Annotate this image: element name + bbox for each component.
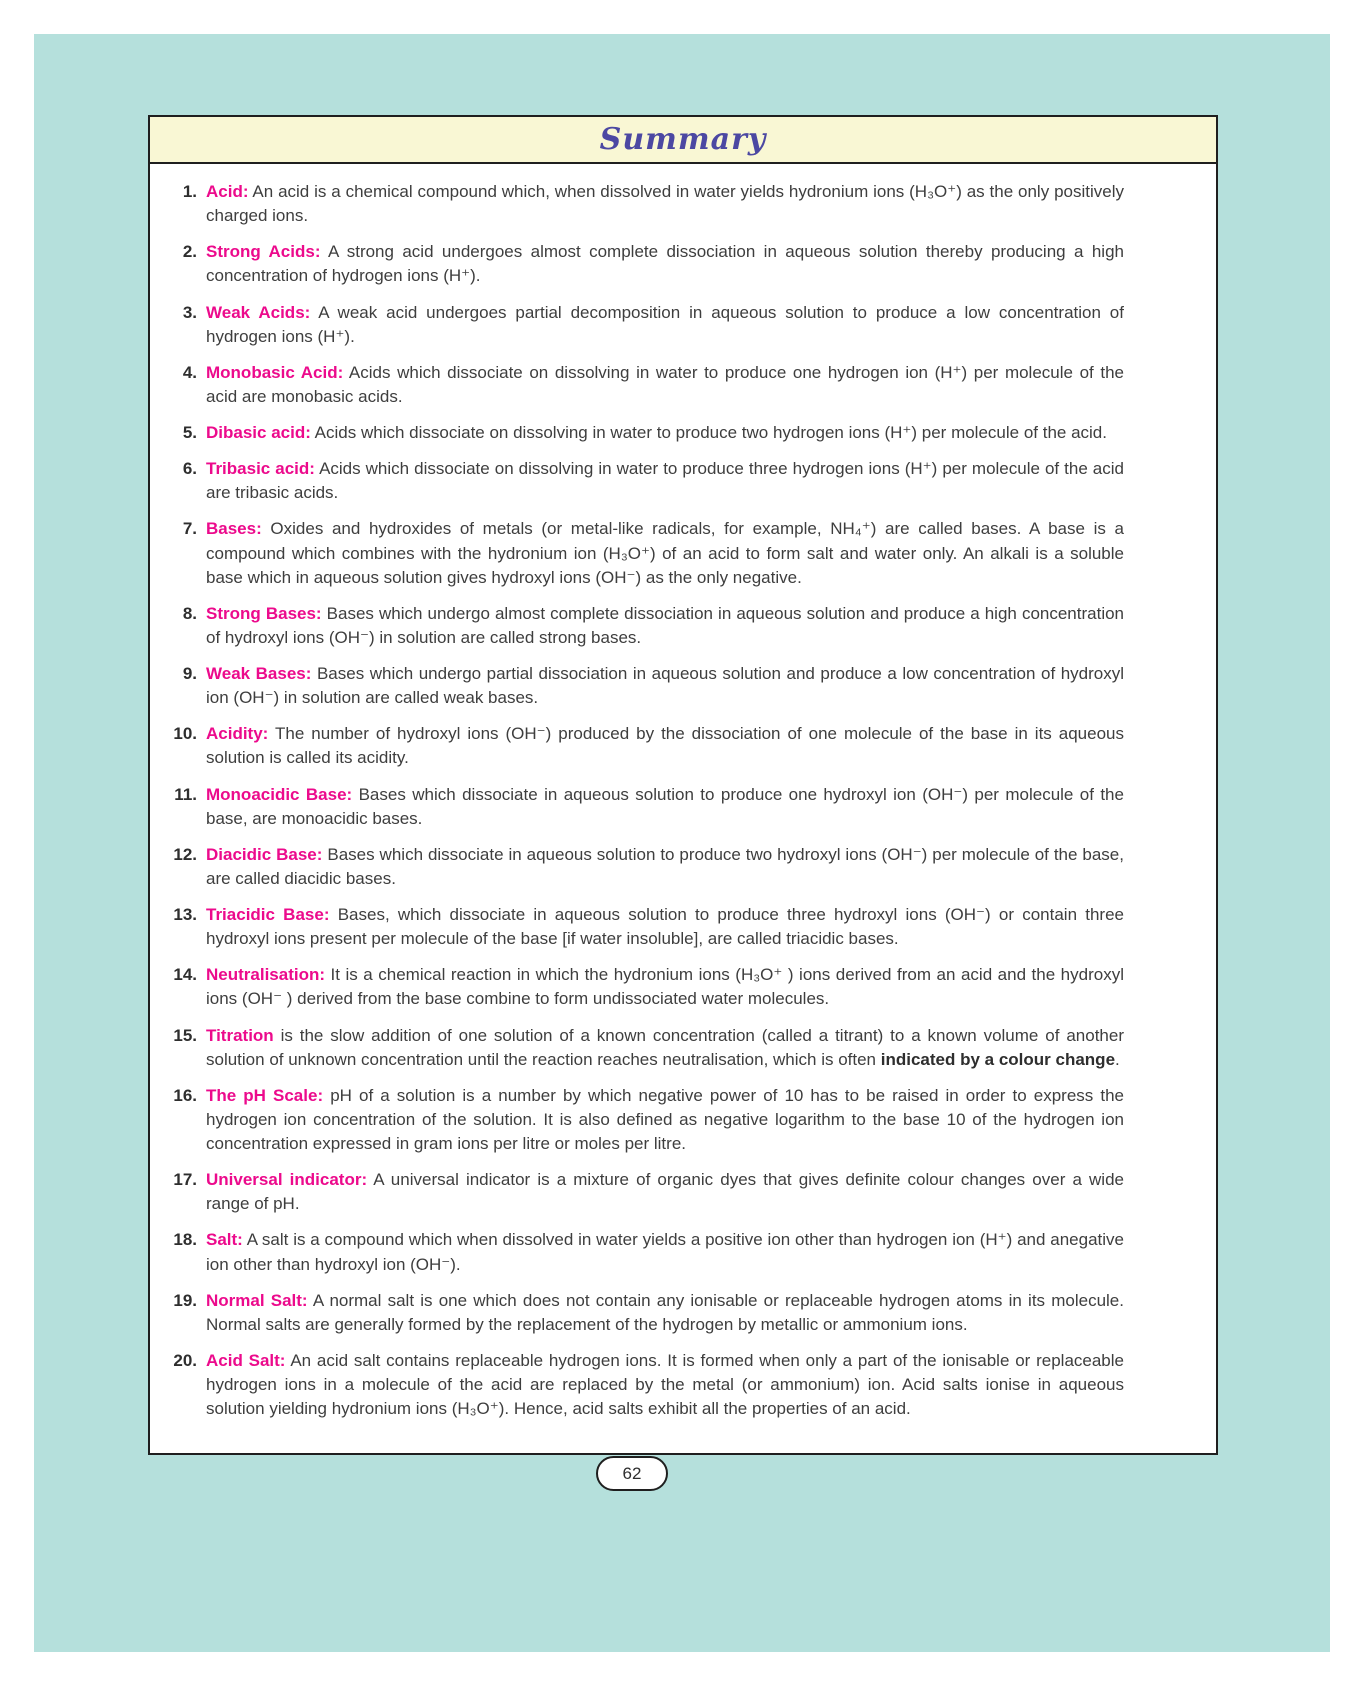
item-term: Monobasic Acid: [206,362,344,382]
summary-item [162,240,1124,288]
page-number-badge [596,1456,668,1491]
item-body [206,1168,1124,1216]
item-body [206,1024,1124,1072]
summary-item [162,1084,1124,1156]
item-body [206,1228,1124,1276]
item-body [206,662,1124,710]
item-tail: . [1115,1049,1120,1069]
summary-header [150,117,1216,164]
item-term: Triacidic Base: [206,905,330,924]
summary-item [162,843,1124,891]
summary-list [150,164,1216,1453]
item-body [206,457,1124,505]
item-number: 14. [173,965,197,985]
item-term: Neutralisation: [206,965,326,985]
item-text: Oxides and hydroxides of metals (or metal-like radicals, for example, NH₄⁺) are called bases. A base is a compound which combines with the hydronium ion (H₃O⁺) of an acid to form salt and water only. An alkali is a soluble base which in aqueous solution gives hydroxyl ions (OH⁻) as the only negative. [206,519,1124,587]
item-body [206,421,1124,445]
item-term: Titration [206,1025,274,1045]
summary-item [162,722,1124,770]
item-term: Acid Salt: [206,1350,286,1370]
item-number: 8. [182,603,197,623]
item-term: Acid: [206,182,249,201]
item-text: Acids which dissociate on dissolving in water to produce two hydrogen ions (H⁺) per molecule of the acid. [314,423,1107,442]
item-body [206,843,1124,891]
item-body [206,240,1124,288]
summary-item [162,301,1124,349]
item-body [206,722,1124,770]
item-number: 12. [173,844,197,864]
item-term: Strong Acids: [206,242,321,262]
item-number: 17. [173,1170,197,1190]
summary-item [162,1168,1124,1216]
item-text: A strong acid undergoes almost complete dissociation in aqueous solution thereby producing a high concentration of hydrogen ions (H⁺). [206,242,1124,286]
item-number: 13. [173,905,197,924]
page-number: 62 [622,1463,642,1483]
item-bold-text: indicated by a colour change [880,1049,1116,1069]
item-number: 7. [182,519,197,539]
item-body [206,1289,1124,1337]
item-number: 2. [182,242,197,262]
item-number: 16. [173,1085,197,1105]
item-term: Dibasic acid: [206,423,311,442]
item-text: A normal salt is one which does not contain any ionisable or replaceable hydrogen atoms in its molecule. Normal salts are generally formed by the replacement of the hydrogen by metallic or ammonium ions. [206,1290,1124,1334]
summary-item [162,1024,1124,1072]
summary-item [162,662,1124,710]
item-term: Salt: [206,1230,243,1250]
item-number: 18. [173,1230,197,1250]
item-term: Weak Acids: [206,302,311,322]
item-term: The pH Scale: [206,1085,324,1105]
item-term: Weak Bases: [206,664,312,683]
summary-item [162,783,1124,831]
item-body [206,1349,1124,1421]
item-text: Acids which dissociate on dissolving in water to produce three hydrogen ions (H⁺) per molecule of the acid are tribasic acids. [206,459,1124,503]
item-number: 1. [182,182,197,201]
item-term: Strong Bases: [206,603,322,623]
item-text: An acid salt contains replaceable hydrogen ions. It is formed when only a part of the ionisable or replaceable hydrogen ions in a molecule of the acid are replaced by the metal (or ammonium) ion. Acid salts ionise in aqueous solution yielding hydronium ions (H₃O⁺). Hence, acid salts exhibit all the properties of an acid. [206,1350,1124,1419]
item-text: Bases which dissociate in aqueous solution to produce two hydroxyl ions (OH⁻) per molecule of the base, are called diacidic bases. [206,844,1124,888]
item-number: 10. [173,724,197,744]
summary-item [162,1349,1124,1421]
item-number: 11. [174,784,197,804]
item-body [206,301,1124,349]
summary-item [162,361,1124,409]
item-term: Bases: [206,519,262,539]
item-body [206,903,1124,951]
item-term: Normal Salt: [206,1290,308,1310]
item-term: Monoacidic Base: [206,784,353,804]
item-term: Acidity: [206,724,269,744]
summary-item [162,903,1124,951]
summary-item [162,517,1124,589]
item-body [206,602,1124,650]
item-text: Bases which undergo partial dissociation in aqueous solution and produce a low concentration of hydroxyl ion (OH⁻) in solution are called weak bases. [206,664,1124,708]
summary-item [162,602,1124,650]
item-text: It is a chemical reaction in which the hydronium ions (H₃O⁺ ) ions derived from an acid and the hydroxyl ions (OH⁻ ) derived from the base combine to form undissociated water molecules. [206,965,1124,1009]
item-text: Acids which dissociate on dissolving in water to produce one hydrogen ion (H⁺) per molecule of the acid are monobasic acids. [206,362,1124,406]
item-number: 5. [182,423,197,442]
item-text: Bases which undergo almost complete dissociation in aqueous solution and produce a high concentration of hydroxyl ions (OH⁻) in solution are called strong bases. [206,603,1125,647]
item-text: The number of hydroxyl ions (OH⁻) produced by the dissociation of one molecule of the base in its aqueous solution is called its acidity. [206,724,1124,768]
item-body [206,517,1124,589]
item-number: 15. [173,1025,197,1045]
summary-item [162,1289,1124,1337]
summary-item [162,963,1124,1011]
item-text: A salt is a compound which when dissolved in water yields a positive ion other than hydrogen ion (H⁺) and anegative ion other than hydroxyl ion (OH⁻). [206,1230,1124,1274]
item-text: A universal indicator is a mixture of organic dyes that gives definite colour changes over a wide range of pH. [206,1170,1124,1214]
item-body [206,783,1124,831]
item-term: Universal indicator: [206,1170,368,1190]
summary-box [148,115,1218,1455]
item-text: is the slow addition of one solution of a known concentration (called a titrant) to a known volume of another solution of unknown concentration until the reaction reaches neutralisation, which is often [206,1025,1124,1069]
item-number: 3. [182,302,197,322]
item-term: Tribasic acid: [206,459,315,479]
summary-item [162,421,1124,445]
item-text: Bases which dissociate in aqueous solution to produce one hydroxyl ion (OH⁻) per molecule of the base, are monoacidic bases. [206,784,1124,828]
item-number: 4. [182,362,197,382]
item-body [206,361,1124,409]
item-number: 9. [182,664,197,683]
item-text: An acid is a chemical compound which, when dissolved in water yields hydronium ions (H₃O⁺) as the only positively charged ions. [206,182,1124,226]
summary-item [162,457,1124,505]
summary-item [162,180,1124,228]
item-number: 20. [173,1350,197,1370]
page-title: Summary [599,122,767,157]
item-body [206,963,1124,1011]
item-body [206,180,1124,228]
item-body [206,1084,1124,1156]
item-text: pH of a solution is a number by which negative power of 10 has to be raised in order to express the hydrogen ion concentration of the solution. It is also defined as negative logarithm to the base 10 of the hydrogen ion concentration expressed in gram ions per litre or moles per litre. [206,1085,1124,1153]
summary-item [162,1228,1124,1276]
item-number: 6. [182,459,197,479]
item-number: 19. [173,1290,197,1310]
item-text: Bases, which dissociate in aqueous solution to produce three hydroxyl ions (OH⁻) or contain three hydroxyl ions present per molecule of the base [if water insoluble], are called triacidic bases. [206,905,1124,949]
item-term: Diacidic Base: [206,844,323,864]
item-text: A weak acid undergoes partial decomposition in aqueous solution to produce a low concentration of hydrogen ions (H⁺). [206,302,1124,346]
